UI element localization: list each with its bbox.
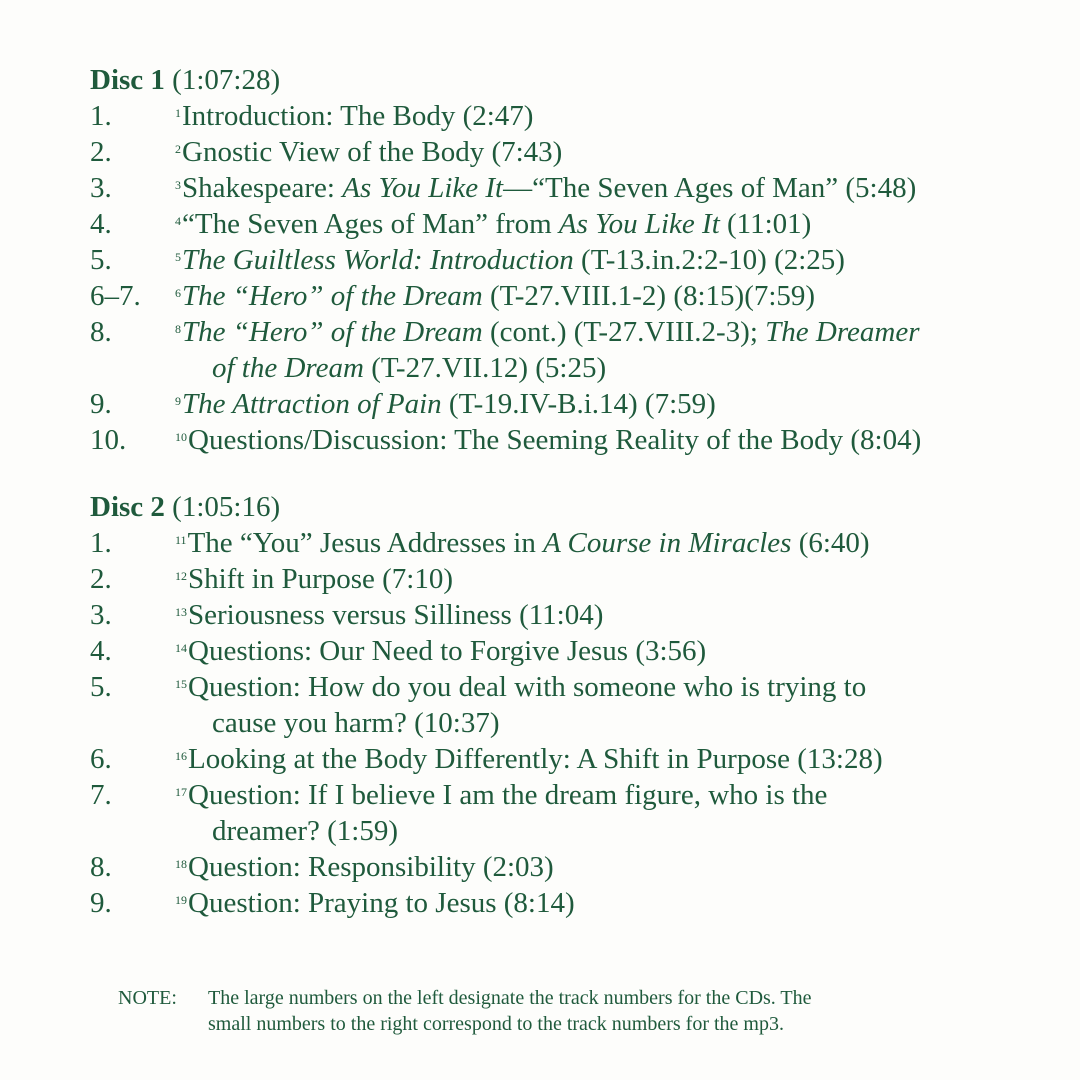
track-item	[90, 597, 1050, 633]
title-text: Question: How do you deal with someone who is trying to	[188, 671, 867, 703]
title-text: (6:40)	[791, 527, 870, 559]
track-title	[175, 422, 1050, 458]
cd-track-number: 6–7.	[90, 280, 141, 312]
track-body	[175, 885, 1050, 921]
track-body	[175, 669, 1050, 741]
disc-2-label: Disc 2	[90, 491, 165, 523]
track-body	[175, 633, 1050, 669]
title-text: Gnostic View of the Body (7:43)	[182, 136, 563, 168]
disc-1-section	[90, 62, 1050, 458]
title-text: Introduction: The Body (2:47)	[182, 100, 534, 132]
track-item	[90, 777, 1050, 849]
mp3-track-number: 11	[175, 533, 187, 547]
track-body	[175, 597, 1050, 633]
title-text: Looking at the Body Differently: A Shift in Purpose (13:28)	[188, 743, 883, 775]
mp3-track-number: 12	[175, 569, 187, 583]
title-italic: of the Dream	[212, 352, 364, 384]
title-text: (cont.) (T-27.VIII.2-3);	[482, 316, 766, 348]
track-item	[90, 741, 1050, 777]
mp3-track-number: 17	[175, 785, 187, 799]
title-text: Seriousness versus Silliness (11:04)	[188, 599, 604, 631]
track-body	[175, 278, 1050, 314]
track-item	[90, 386, 1050, 422]
track-item	[90, 134, 1050, 170]
track-title	[175, 777, 1050, 813]
cd-track-number: 7.	[90, 779, 112, 811]
track-item	[90, 206, 1050, 242]
note-line: small numbers to the right correspond to the track numbers for the mp3.	[208, 1013, 784, 1035]
cd-track-number: 6.	[90, 743, 112, 775]
track-item	[90, 98, 1050, 134]
title-text: Question: Responsibility (2:03)	[188, 851, 554, 883]
track-title	[175, 278, 1050, 314]
cd-track-number: 8.	[90, 851, 112, 883]
cd-track-number: 8.	[90, 316, 112, 348]
track-title	[175, 561, 1050, 597]
mp3-track-number: 14	[175, 641, 187, 655]
track-item	[90, 314, 1050, 386]
cd-track-number: 1.	[90, 100, 112, 132]
title-text: dreamer? (1:59)	[212, 815, 398, 847]
track-item	[90, 170, 1050, 206]
track-body	[175, 561, 1050, 597]
track-title-continuation	[175, 350, 1050, 386]
cd-track-number: 5.	[90, 244, 112, 276]
title-italic: The “Hero” of the Dream	[182, 316, 483, 348]
title-text: (T-19.IV-B.i.14) (7:59)	[441, 388, 716, 420]
note-text	[208, 985, 812, 1037]
track-body	[175, 741, 1050, 777]
track-item	[90, 885, 1050, 921]
track-body	[175, 386, 1050, 422]
disc-1-track-list	[90, 98, 1050, 458]
track-body	[175, 134, 1050, 170]
title-italic: The Attraction of Pain	[182, 388, 442, 420]
disc-1-label: Disc 1	[90, 64, 165, 96]
mp3-track-number: 8	[175, 322, 181, 336]
title-text: “The Seven Ages of Man” from	[182, 208, 559, 240]
mp3-track-number: 6	[175, 286, 181, 300]
cd-track-number: 2.	[90, 136, 112, 168]
mp3-track-number: 2	[175, 142, 181, 156]
cd-track-number: 1.	[90, 527, 112, 559]
mp3-track-number: 16	[175, 749, 187, 763]
title-italic: A Course in Miracles	[543, 527, 792, 559]
track-title	[175, 597, 1050, 633]
track-title-continuation	[175, 705, 1050, 741]
title-text: (11:01)	[719, 208, 812, 240]
mp3-track-number: 19	[175, 893, 187, 907]
title-text: —“The Seven Ages of Man” (5:48)	[503, 172, 917, 204]
title-text: (T-27.VIII.1-2) (8:15)(7:59)	[482, 280, 816, 312]
track-body	[175, 422, 1050, 458]
disc-2-section	[90, 489, 1050, 921]
note-line: The large numbers on the left designate the track numbers for the CDs. The	[208, 987, 812, 1009]
track-title	[175, 98, 1050, 134]
title-text: The “You” Jesus Addresses in	[187, 527, 544, 559]
title-text: Question: Praying to Jesus (8:14)	[188, 887, 575, 919]
track-title	[175, 741, 1050, 777]
disc-1-heading	[90, 62, 1050, 98]
cd-track-number: 4.	[90, 208, 112, 240]
mp3-track-number: 5	[175, 250, 181, 264]
track-title	[175, 134, 1050, 170]
mp3-track-number: 1	[175, 106, 181, 120]
track-item	[90, 633, 1050, 669]
title-text: (T-27.VII.12) (5:25)	[363, 352, 607, 384]
mp3-track-number: 13	[175, 605, 187, 619]
title-italic: The Guiltless World: Introduction	[182, 244, 574, 276]
cd-track-number: 4.	[90, 635, 112, 667]
track-title	[175, 206, 1050, 242]
track-body	[175, 206, 1050, 242]
mp3-track-number: 9	[175, 394, 181, 408]
title-italic: As You Like It	[558, 208, 720, 240]
track-item	[90, 669, 1050, 741]
title-italic: The Dreamer	[765, 316, 920, 348]
title-italic: The “Hero” of the Dream	[182, 280, 483, 312]
track-title	[175, 386, 1050, 422]
mp3-track-number: 3	[175, 178, 181, 192]
track-title	[175, 669, 1050, 705]
title-italic: As You Like It	[342, 172, 504, 204]
note-label: NOTE:	[118, 987, 177, 1009]
title-text: Shakespeare:	[182, 172, 343, 204]
track-title	[175, 170, 1050, 206]
track-item	[90, 525, 1050, 561]
mp3-track-number: 15	[175, 677, 187, 691]
track-body	[175, 170, 1050, 206]
note	[118, 985, 978, 1037]
cd-track-number: 3.	[90, 172, 112, 204]
track-title-continuation	[175, 813, 1050, 849]
track-body	[175, 314, 1050, 386]
cd-track-number: 3.	[90, 599, 112, 631]
disc-2-track-list	[90, 525, 1050, 921]
title-text: (T-13.in.2:2-10) (2:25)	[573, 244, 845, 276]
track-title	[175, 633, 1050, 669]
title-text: Shift in Purpose (7:10)	[188, 563, 454, 595]
track-body	[175, 525, 1050, 561]
track-item	[90, 422, 1050, 458]
track-title	[175, 885, 1050, 921]
mp3-track-number: 10	[175, 430, 187, 444]
track-item	[90, 849, 1050, 885]
track-item	[90, 278, 1050, 314]
disc-1-duration: (1:07:28)	[172, 64, 281, 96]
track-body	[175, 242, 1050, 278]
track-title	[175, 849, 1050, 885]
disc-2-duration: (1:05:16)	[172, 491, 281, 523]
track-body	[175, 849, 1050, 885]
track-title	[175, 314, 1050, 350]
title-text: Questions: Our Need to Forgive Jesus (3:56)	[188, 635, 707, 667]
mp3-track-number: 18	[175, 857, 187, 871]
disc-2-heading	[90, 489, 1050, 525]
track-body	[175, 98, 1050, 134]
cd-track-number: 5.	[90, 671, 112, 703]
track-item	[90, 242, 1050, 278]
title-text: Question: If I believe I am the dream figure, who is the	[188, 779, 828, 811]
title-text: cause you harm? (10:37)	[212, 707, 500, 739]
track-title	[175, 525, 1050, 561]
cd-track-number: 10.	[90, 424, 127, 456]
track-title	[175, 242, 1050, 278]
track-item	[90, 561, 1050, 597]
track-body	[175, 777, 1050, 849]
cd-track-number: 2.	[90, 563, 112, 595]
cd-track-number: 9.	[90, 388, 112, 420]
title-text: Questions/Discussion: The Seeming Reality of the Body (8:04)	[188, 424, 922, 456]
mp3-track-number: 4	[175, 214, 181, 228]
cd-track-number: 9.	[90, 887, 112, 919]
